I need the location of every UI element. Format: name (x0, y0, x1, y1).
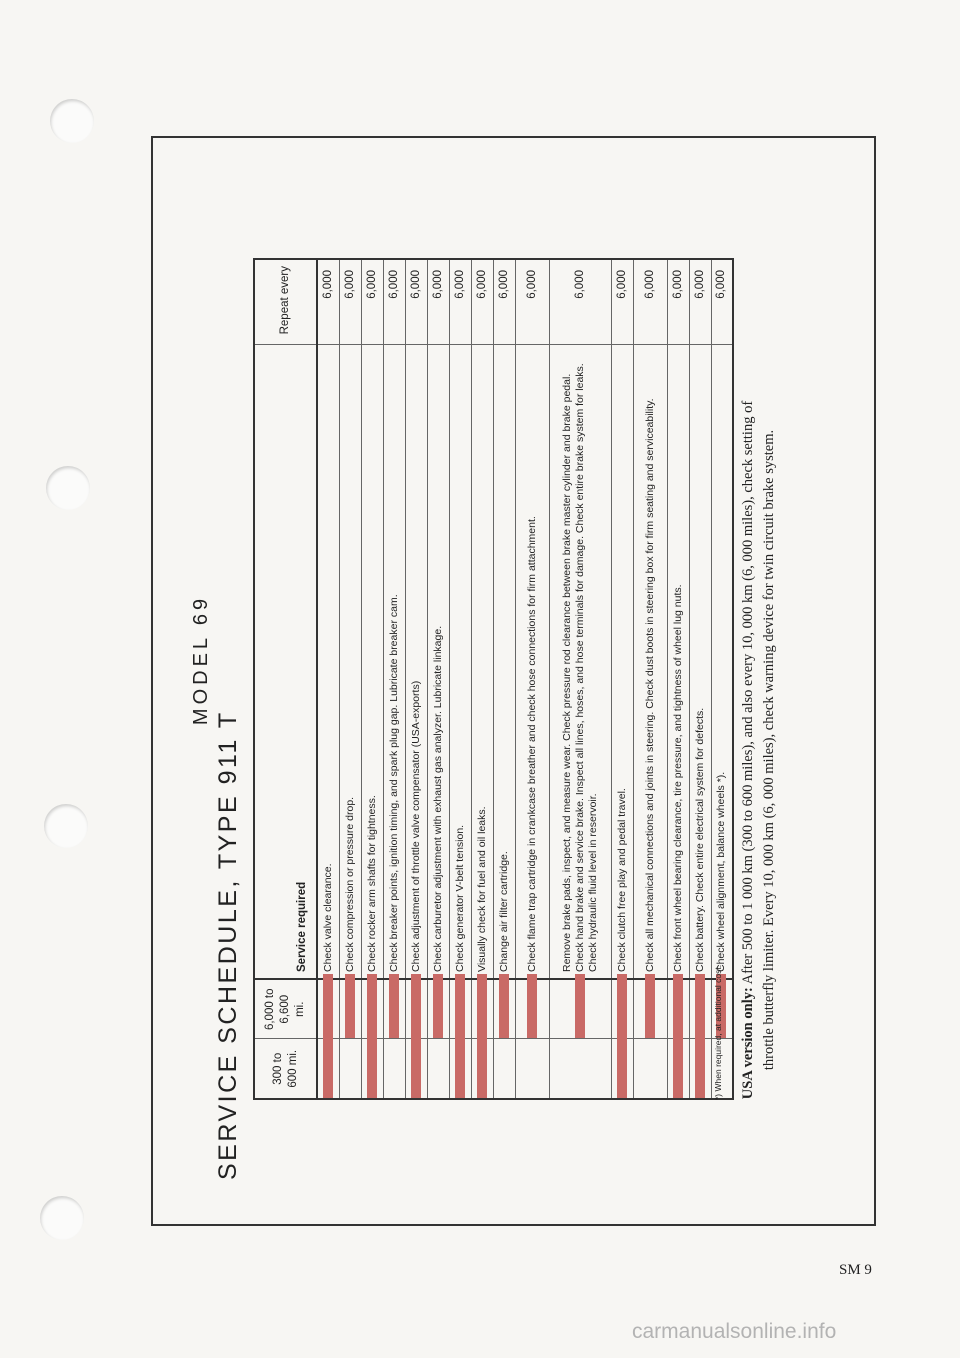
second-service-interval-mark (575, 975, 585, 1039)
punch-hole-1 (50, 99, 94, 143)
second-service-interval-mark (345, 975, 355, 1039)
second-service-interval-cell (549, 979, 611, 1039)
table-row (515, 259, 549, 1099)
second-service-interval-mark (499, 975, 509, 1039)
second-service-interval-mark (673, 975, 683, 1039)
first-service-interval-cell (493, 1039, 515, 1099)
service-description: Check generator V-belt tension. (449, 345, 471, 979)
repeat-interval: 6,000 (549, 259, 611, 345)
second-service-interval-mark (323, 975, 333, 1039)
header-300-600: 300 to 600 mi. (254, 1039, 317, 1099)
repeat-interval: 6,000 (611, 259, 633, 345)
table-row (405, 259, 427, 1099)
repeat-interval: 6,000 (689, 259, 711, 345)
table-row (667, 259, 689, 1099)
service-description: Check clutch free play and pedal travel. (611, 345, 633, 979)
first-service-interval-cell (515, 1039, 549, 1099)
first-service-interval-cell (611, 1039, 633, 1099)
rotated-content (168, 140, 858, 1180)
repeat-interval: 6,000 (493, 259, 515, 345)
repeat-interval: 6,000 (711, 259, 733, 345)
second-service-interval-mark (455, 975, 465, 1039)
second-service-interval-cell (317, 979, 339, 1039)
repeat-interval: 6,000 (317, 259, 339, 345)
table-row (611, 259, 633, 1099)
first-service-interval-mark (411, 1034, 421, 1098)
service-description: Check battery. Check entire electrical system for defects. (689, 345, 711, 979)
service-schedule-table (253, 258, 734, 1100)
service-description: Remove brake pads, inspect, and measure wear. Check pressure rod clearance between brake master cylinder and brake pedal. Check hand brake and service brake. Inspect all lines, hoses, and hose terminals for damage. Check entire brake system for leaks. Check hydraulic fluid level in reservoir. (549, 345, 611, 979)
footnote: *) When required, at additional cost. (713, 964, 723, 1100)
first-service-interval-mark (673, 1034, 683, 1098)
table-row (361, 259, 383, 1099)
second-service-interval-cell (471, 979, 493, 1039)
first-service-interval-cell (427, 1039, 449, 1099)
service-description: Change air filter cartridge. (493, 345, 515, 979)
second-service-interval-cell (339, 979, 361, 1039)
punch-hole-4 (40, 1196, 84, 1240)
first-service-interval-cell (317, 1039, 339, 1099)
second-service-interval-cell (689, 979, 711, 1039)
usa-note-text: After 500 to 1 000 km (300 to 600 miles), and also every 10, 000 km (6, 000 miles), check setting of throttle butterfly limiter. Every 10, 000 km (6, 000 miles), check warning device for twin circuit brake system. (740, 400, 777, 1071)
first-service-interval-mark (367, 1034, 377, 1098)
first-service-interval-cell (549, 1039, 611, 1099)
header-6000-6600: 6,000 to 6,600 mi. (254, 979, 317, 1039)
second-service-interval-cell (611, 979, 633, 1039)
first-service-interval-cell (361, 1039, 383, 1099)
service-description: Check wheel alignment, balance wheels *). (711, 345, 733, 979)
repeat-interval: 6,000 (449, 259, 471, 345)
table-row (427, 259, 449, 1099)
first-service-interval-mark (455, 1034, 465, 1098)
watermark: carmanualsonline.info (632, 1320, 837, 1343)
usa-note-lead: USA version only: (740, 987, 756, 1100)
service-description: Check front wheel bearing clearance, tire pressure, and tightness of wheel lug nuts. (667, 345, 689, 979)
first-service-interval-cell (667, 1039, 689, 1099)
second-service-interval-cell (515, 979, 549, 1039)
first-service-interval-mark (617, 1034, 627, 1098)
second-service-interval-cell (633, 979, 667, 1039)
first-service-interval-cell (383, 1039, 405, 1099)
table-row (471, 259, 493, 1099)
second-service-interval-cell (427, 979, 449, 1039)
repeat-interval: 6,000 (471, 259, 493, 345)
first-service-interval-mark (323, 1034, 333, 1098)
second-service-interval-cell (493, 979, 515, 1039)
first-service-interval-mark (695, 1034, 705, 1098)
table-row (383, 259, 405, 1099)
second-service-interval-mark (433, 975, 443, 1039)
table-row (689, 259, 711, 1099)
first-service-interval-cell (339, 1039, 361, 1099)
service-description: Check breaker points, ignition timing, and spark plug gap. Lubricate breaker cam. (383, 345, 405, 979)
first-service-interval-cell (633, 1039, 667, 1099)
repeat-interval: 6,000 (361, 259, 383, 345)
second-service-interval-mark (617, 975, 627, 1039)
service-description: Visually check for fuel and oil leaks. (471, 345, 493, 979)
service-description: Check adjustment of throttle valve compensator (USA-exports) (405, 345, 427, 979)
service-description: Check flame trap cartridge in crankcase breather and check hose connections for firm attachment. (515, 345, 549, 979)
schedule-title: SERVICE SCHEDULE, TYPE 911 T (214, 710, 242, 1180)
first-service-interval-cell (405, 1039, 427, 1099)
first-service-interval-cell (449, 1039, 471, 1099)
second-service-interval-mark (645, 975, 655, 1039)
repeat-interval: 6,000 (339, 259, 361, 345)
model-title: MODEL 69 (190, 594, 212, 726)
repeat-interval: 6,000 (667, 259, 689, 345)
repeat-interval: 6,000 (383, 259, 405, 345)
service-description: Check valve clearance. (317, 345, 339, 979)
repeat-interval: 6,000 (515, 259, 549, 345)
second-service-interval-cell (383, 979, 405, 1039)
second-service-interval-mark (411, 975, 421, 1039)
usa-version-note (738, 400, 780, 1100)
table-row (317, 259, 339, 1099)
header-service-required: Service required (254, 345, 317, 979)
table-row (549, 259, 611, 1099)
second-service-interval-mark (695, 975, 705, 1039)
second-service-interval-cell (405, 979, 427, 1039)
first-service-interval-cell (689, 1039, 711, 1099)
header-repeat-every: Repeat every (254, 259, 317, 345)
first-service-interval-mark (477, 1034, 487, 1098)
page-code: SM 9 (839, 1262, 872, 1278)
service-description: Check rocker arm shafts for tightness. (361, 345, 383, 979)
second-service-interval-mark (367, 975, 377, 1039)
second-service-interval-mark (389, 975, 399, 1039)
punch-hole-2 (46, 466, 90, 510)
service-description: Check compression or pressure drop. (339, 345, 361, 979)
table-row (449, 259, 471, 1099)
repeat-interval: 6,000 (405, 259, 427, 345)
punch-hole-3 (44, 804, 88, 848)
second-service-interval-cell (667, 979, 689, 1039)
first-service-interval-cell (471, 1039, 493, 1099)
second-service-interval-cell (449, 979, 471, 1039)
repeat-interval: 6,000 (427, 259, 449, 345)
second-service-interval-cell (361, 979, 383, 1039)
repeat-interval: 6,000 (633, 259, 667, 345)
table-row (633, 259, 667, 1099)
second-service-interval-mark (527, 975, 537, 1039)
service-description: Check all mechanical connections and joints in steering. Check dust boots in steering box for firm seating and serviceability. (633, 345, 667, 979)
table-row (493, 259, 515, 1099)
table-header-row (254, 259, 317, 1099)
table-row (339, 259, 361, 1099)
service-description: Check carburetor adjustment with exhaust gas analyzer. Lubricate linkage. (427, 345, 449, 979)
second-service-interval-mark (477, 975, 487, 1039)
